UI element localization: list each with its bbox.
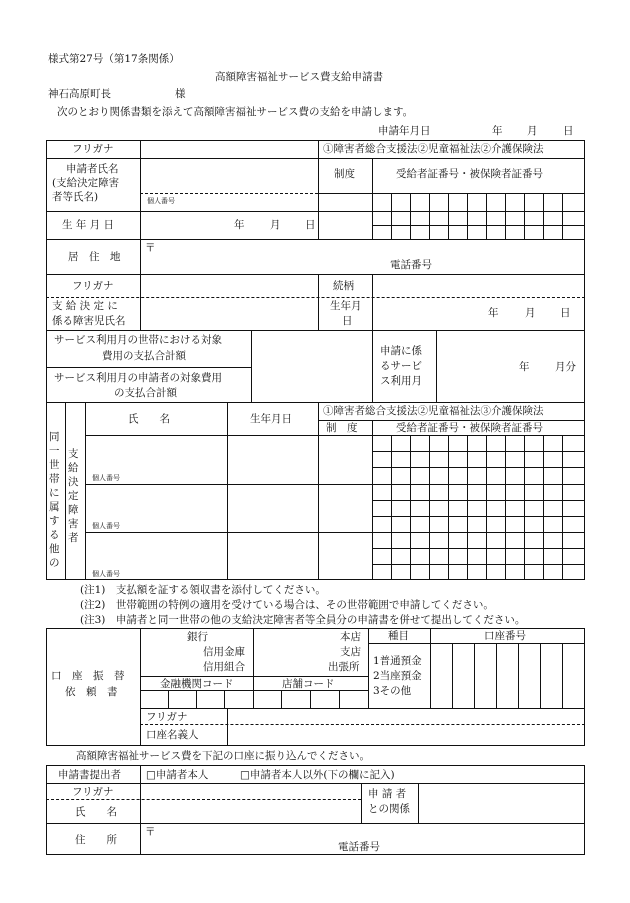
bank-side-label-2: 依 頼 書: [65, 686, 118, 698]
furigana-label: フリガナ: [72, 143, 114, 155]
month-label-2: るサービ: [380, 360, 422, 372]
postal-mark: 〒: [145, 242, 156, 254]
bank-code-label: 金融機関コード: [160, 678, 234, 690]
bank-honten: 本店: [340, 631, 361, 643]
addressee: 神石高原町長: [48, 88, 111, 100]
month-label-3: ス利用月: [380, 375, 422, 387]
cert-header-2: 受給者証番号・被保険者証番号: [396, 422, 543, 434]
bank-ginko: 銀行: [187, 631, 208, 643]
form-title: 高額障害福祉サービス費支給申請書: [215, 71, 383, 83]
furigana-label-2: フリガナ: [72, 280, 114, 292]
child-birth-day: 日: [560, 307, 571, 319]
submitter-address: 住 所: [75, 834, 117, 846]
month-year: 年: [519, 361, 530, 373]
submitter-furigana: フリガナ: [72, 786, 114, 798]
child-label-1: 支 給 決 定 に: [52, 300, 118, 312]
child-birth-label-1: 生年月: [330, 300, 362, 312]
household-side-outer: 同一世帯に属する他の: [49, 431, 60, 569]
bank-acct-no: 口座番号: [484, 630, 526, 642]
kojin-label-m2: 個人番号: [92, 522, 120, 530]
household-side-inner: 支給決定障害者: [68, 448, 79, 544]
bank-shumoku: 種目: [388, 630, 409, 642]
date-year: 年: [492, 125, 503, 137]
law-header-1: ①障害者総合支援法②児童福祉法②介護保険法: [323, 143, 544, 155]
phone-label: 電話番号: [390, 259, 432, 271]
bank-furigana: フリガナ: [146, 711, 188, 723]
branch-code-label: 店舗コード: [282, 678, 335, 690]
date-label: 申請年月日: [378, 125, 431, 137]
month-month: 月分: [555, 361, 576, 373]
bank-holder: 口座名義人: [146, 729, 199, 741]
submitter-opt-other[interactable]: □申請者本人以外(下の欄に記入): [240, 769, 395, 781]
kojin-label-1: 個人番号: [147, 197, 175, 205]
submitter-label: 申請書提出者: [58, 769, 121, 781]
transfer-note: 高額障害福祉サービス費を下記の口座に振り込んでください。: [76, 750, 370, 762]
member-birth-header: 生年月日: [250, 413, 292, 425]
note-1: (注1) 支払額を証する領収書を添付してください。: [80, 584, 326, 596]
kojin-label-m1: 個人番号: [92, 474, 120, 482]
submitter-opt-self[interactable]: □申請者本人: [146, 769, 209, 781]
submitter-relation-1: 申 請 者: [368, 788, 407, 800]
applicant-label-2: (支給決定障害: [52, 177, 120, 189]
submitter-name: 氏 名: [75, 806, 117, 818]
birth-month: 月: [270, 219, 281, 231]
bank-side-label-1: 口 座 振 替: [51, 670, 125, 682]
bank-shiten: 支店: [340, 646, 361, 658]
month-label-1: 申請に係: [380, 345, 422, 357]
date-day: 日: [563, 125, 574, 137]
submitter-phone: 電話番号: [338, 841, 380, 853]
birth-year: 年: [234, 219, 245, 231]
form-number: 様式第27号（第17条関係）: [48, 53, 180, 65]
date-month: 月: [527, 125, 538, 137]
bank-shinkumi: 信用組合: [203, 661, 245, 673]
note-2: (注2) 世帯範囲の特例の適用を受けている場合は、その世帯範囲で申請してください。: [80, 599, 494, 611]
birth-day: 日: [305, 219, 316, 231]
child-label-2: 係る障害児氏名: [52, 315, 126, 327]
child-birth-year: 年: [488, 307, 499, 319]
kojin-label-m3: 個人番号: [92, 570, 120, 578]
bank-opt-3: 3その他: [373, 685, 412, 697]
service-total-label-1: サービス利用月の世帯における対象: [54, 334, 222, 346]
applicant-total-label-1: サービス利用月の申請者の対象費用: [54, 372, 222, 384]
zokugara-label: 続柄: [333, 280, 354, 292]
applicant-label-3: 者等氏名): [52, 191, 99, 203]
cert-header-1: 受給者証番号・被保険者証番号: [396, 168, 543, 180]
service-total-label-2: 費用の支払合計額: [102, 350, 186, 362]
address-label: 居 住 地: [68, 251, 121, 263]
member-name-header: 氏 名: [128, 413, 170, 425]
intro-text: 次のとおり関係書類を添えて高額障害福祉サービス費の支給を申請します。: [57, 106, 414, 118]
child-birth-label-2: 日: [342, 315, 353, 327]
submitter-postal: 〒: [145, 826, 156, 838]
birth-label: 生 年 月 日: [62, 219, 115, 231]
applicant-label-1: 申請者氏名: [66, 163, 119, 175]
law-header-2: ①障害者総合支援法②児童福祉法③介護保険法: [323, 405, 544, 417]
child-birth-month: 月: [525, 307, 536, 319]
bank-shinkin: 信用金庫: [203, 646, 245, 658]
bank-opt-1: 1普通預金: [373, 655, 422, 667]
seido-label-1: 制度: [334, 168, 355, 180]
bank-opt-2: 2当座預金: [373, 670, 422, 682]
note-3: (注3) 申請者と同一世帯の他の支給決定障害者等全員分の申請書を併せて提出してください。: [80, 614, 526, 626]
submitter-relation-2: との関係: [368, 803, 410, 815]
seido-label-2: 制 度: [326, 422, 358, 434]
applicant-total-label-2: の支払合計額: [114, 387, 177, 399]
addressee-honorific: 様: [175, 88, 186, 100]
bank-shutcho: 出張所: [328, 661, 360, 673]
